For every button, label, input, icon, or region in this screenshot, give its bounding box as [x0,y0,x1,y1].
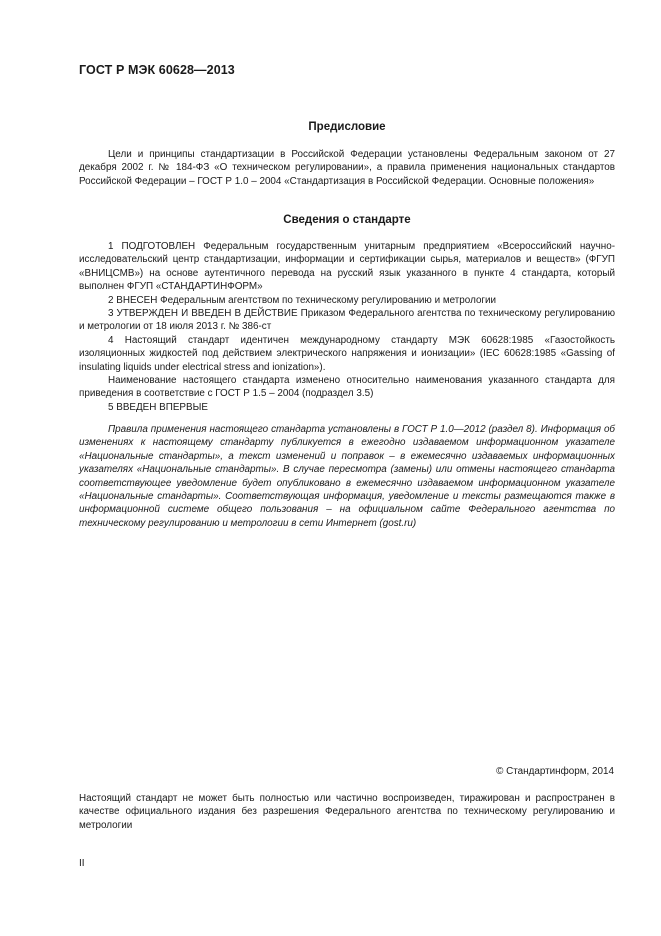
info-item-submitted: 2 ВНЕСЕН Федеральным агентством по техническому регулированию и метрологии [108,294,497,306]
copyright-line: © Стандартинформ, 2014 [496,766,614,777]
document-code-header: ГОСТ Р МЭК 60628—2013 [79,63,235,77]
rules-note-block [79,423,615,530]
reproduction-notice: Настоящий стандарт не может быть полностью или частично воспроизведен, тиражирован и распространен в качестве официального издания без разрешения Федерального агентства по техническому регулированию и метрологии [79,793,615,831]
foreword-paragraph: Цели и принципы стандартизации в Российской Федерации установлены Федеральным законом от 27 декабря 2002 г. № 184-ФЗ «О техническом регулировании», а правила применения национальных стандартов Российской Федерации – ГОСТ Р 1.0 – 2004 «Стандартизация в Российской Федерации. Основные положения» [79,149,615,187]
foreword-text [79,148,615,188]
info-item-identical: 4 Настоящий стандарт идентичен международному стандарту МЭК 60628:1985 «Газостойкость изоляционных жидкостей под действием электрического напряжения и ионизации» (IEC 60628:1985 «Gassing of insulating liquids under electrical stress and ionization»). [79,334,615,373]
standard-info-list [79,240,615,414]
rules-note: Правила применения настоящего стандарта установлены в ГОСТ Р 1.0—2012 (раздел 8). Информация об изменениях к настоящему стандарту публикуется в ежегодно издаваемом информационном указателе «Национальные стандарты», а текст изменений и поправок – в ежемесячно издаваемых информационных указателях «Национальные стандарты». В случае пересмотра (замены) или отмены настоящего стандарта соответствующее уведомление будет опубликовано в ежемесячно издаваемом информационном указателе «Национальные стандарты». Соответствующая информация, уведомление и тексты размещаются также в информационной системе общего пользования – на официальном сайте Федерального агентства по техническому регулированию и метрологии в сети Интернет (gost.ru) [79,424,615,529]
foreword-title: Предисловие [308,121,386,133]
info-item-prepared: 1 ПОДГОТОВЛЕН Федеральным государственным унитарным предприятием «Всероссийский научно-исследовательский центр стандартизации, информации и сертификации сырья, материалов и веществ» (ФГУП «ВНИЦСМВ») на основе аутентичного перевода на русский язык указанного в пункте 4 стандарта, который выполнен ФГУП «СТАНДАРТИНФОРМ» [79,241,615,293]
page-number: II [79,858,85,869]
standard-info-title: Сведения о стандарте [283,214,411,226]
info-item-name-change: Наименование настоящего стандарта изменено относительно наименования указанного стандарта для приведения в соответствие с ГОСТ Р 1.5 – 2004 (подраздел 3.5) [79,375,615,400]
info-item-approved: 3 УТВЕРЖДЕН И ВВЕДЕН В ДЕЙСТВИЕ Приказом Федерального агентства по техническому регулированию и метрологии от 18 июля 2013 г. № 386-ст [79,308,615,333]
info-item-introduced: 5 ВВЕДЕН ВПЕРВЫЕ [108,401,208,413]
